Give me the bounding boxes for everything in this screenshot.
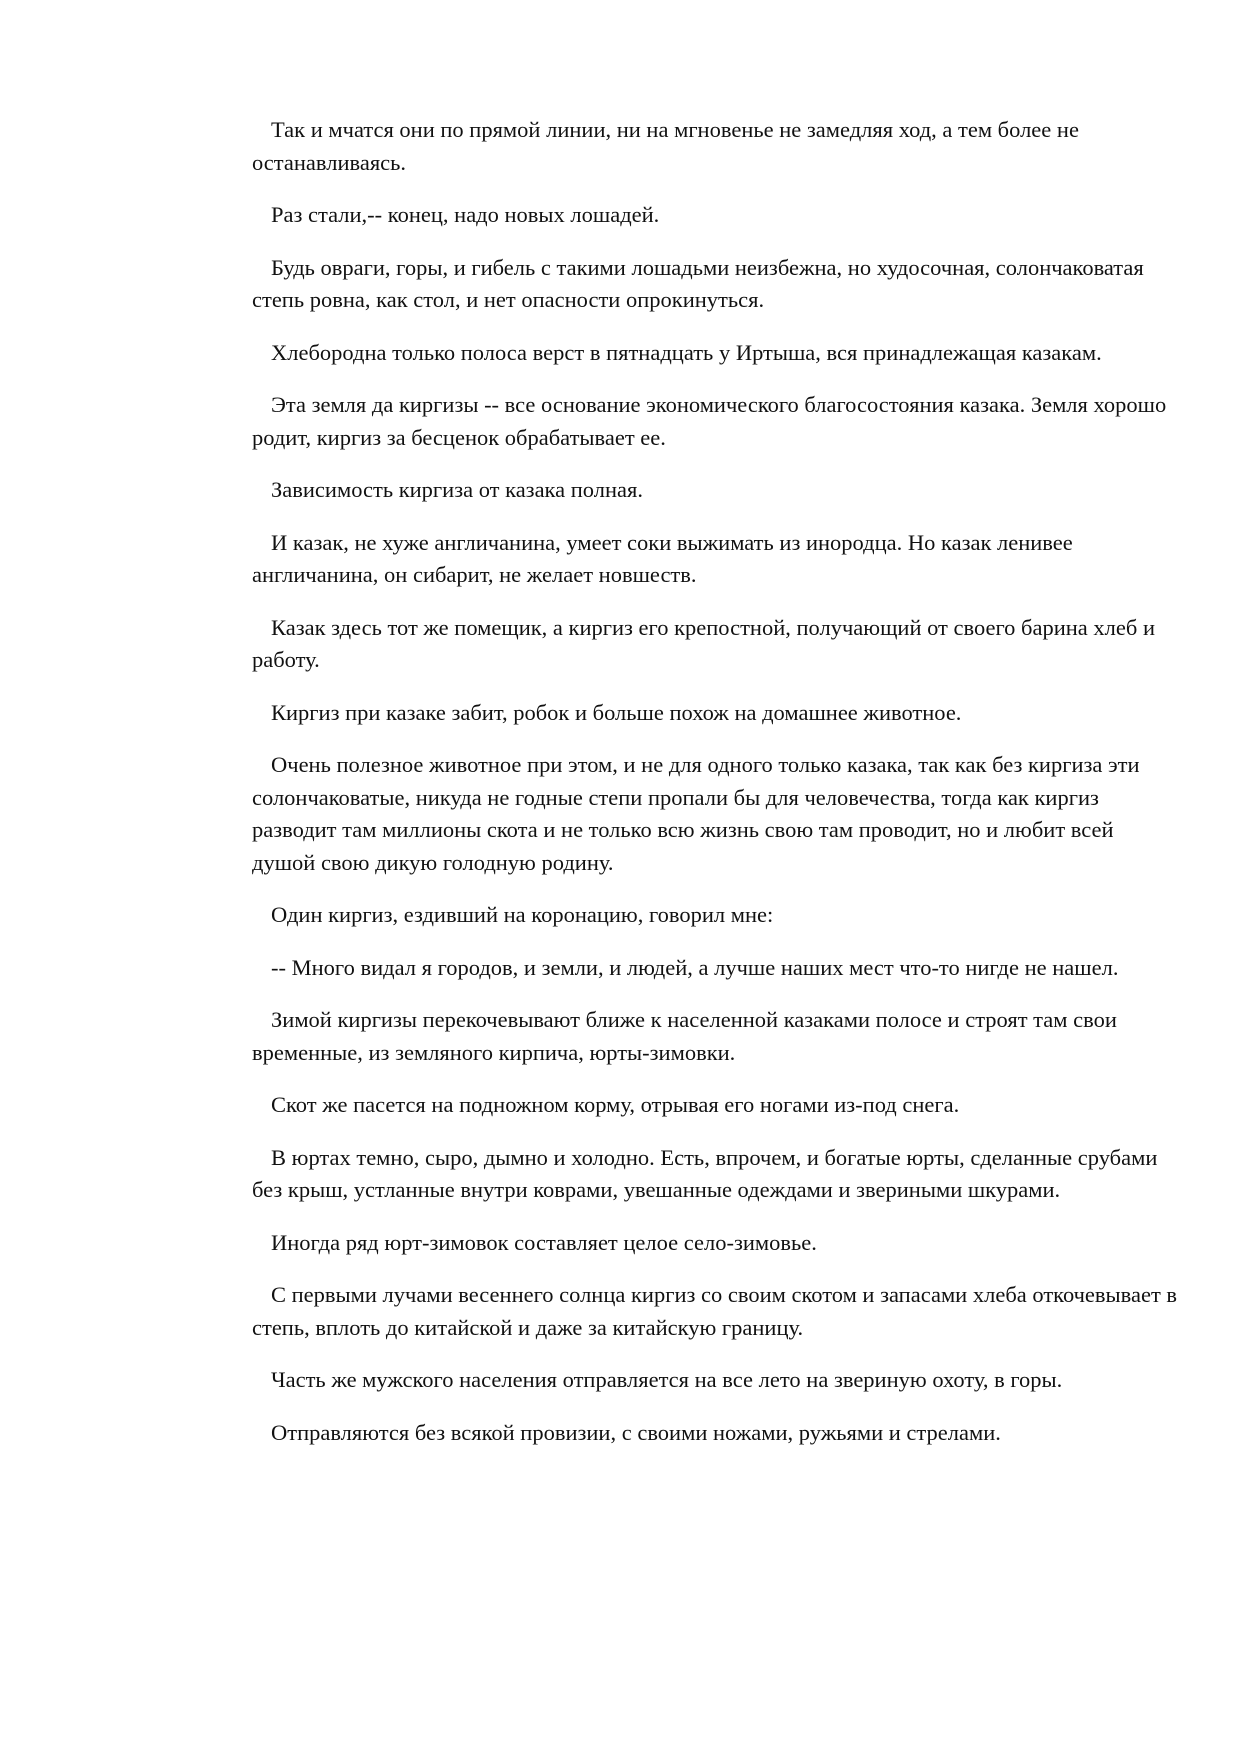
paragraph: И казак, не хуже англичанина, умеет соки выжимать из инородца. Но казак ленивее англичанина, он сибарит, не желает новшеств. (252, 529, 1073, 587)
paragraph: Скот же пасется на подножном корму, отрывая его ногами из-под снега. (271, 1092, 960, 1117)
paragraph: Отправляются без всякой провизии, с своими ножами, ружьями и стрелами. (271, 1419, 1001, 1445)
paragraph: Зимой киргизы перекочевывают ближе к населенной казаками полосе и строят там свои временные, из земляного кирпича, юрты-зимовки. (252, 1007, 1117, 1065)
paragraph: Киргиз при казаке забит, робок и больше похож на домашнее животное. (271, 699, 962, 725)
paragraph: В юртах темно, сыро, дымно и холодно. Есть, впрочем, и богатые юрты, сделанные срубами без крыш, устланные внутри коврами, увешанные одеждами и звериными шкурами. (252, 1144, 1158, 1202)
paragraph: Один киргиз, ездивший на коронацию, говорил мне: (271, 902, 774, 927)
paragraph: Раз стали,-- конец, надо новых лошадей. (271, 202, 660, 227)
body-text (252, 114, 1182, 1469)
paragraph: Очень полезное животное при этом, и не для одного только казака, так как без киргиза эти солончаковатые, никуда не годные степи пропали бы для человечества, тогда как киргиз разводит там миллионы скота и не только всю жизнь свою там проводит, но и любит всей душой свою дикую голодную родину. (252, 752, 1140, 875)
paragraph: Иногда ряд юрт-зимовок составляет целое село-зимовье. (271, 1229, 817, 1255)
paragraph: Будь овраги, горы, и гибель с такими лошадьми неизбежна, но худосочная, солончаковатая степь ровна, как стол, и нет опасности опрокинуться. (252, 254, 1144, 312)
paragraph: -- Много видал я городов, и земли, и людей, а лучше наших мест что-то нигде не нашел. (271, 954, 1119, 980)
paragraph: Часть же мужского населения отправляется на все лето на звериную охоту, в горы. (271, 1367, 1063, 1392)
paragraph: Хлебородна только полоса верст в пятнадцать у Иртыша, вся принадлежащая казакам. (271, 339, 1102, 365)
paragraph: Зависимость киргиза от казака полная. (271, 477, 643, 502)
paragraph: Казак здесь тот же помещик, а киргиз его крепостной, получающий от своего барина хлеб и работу. (252, 614, 1155, 672)
paragraph: Так и мчатся они по прямой линии, ни на мгновенье не замедляя ход, а тем более не останавливаясь. (252, 117, 1079, 175)
paragraph: С первыми лучами весеннего солнца киргиз со своим скотом и запасами хлеба откочевывает в степь, вплоть до китайской и даже за китайскую границу. (252, 1282, 1178, 1340)
paragraph: Эта земля да киргизы -- все основание экономического благосостояния казака. Земля хорошо родит, киргиз за бесценок обрабатывает ее. (252, 392, 1167, 450)
